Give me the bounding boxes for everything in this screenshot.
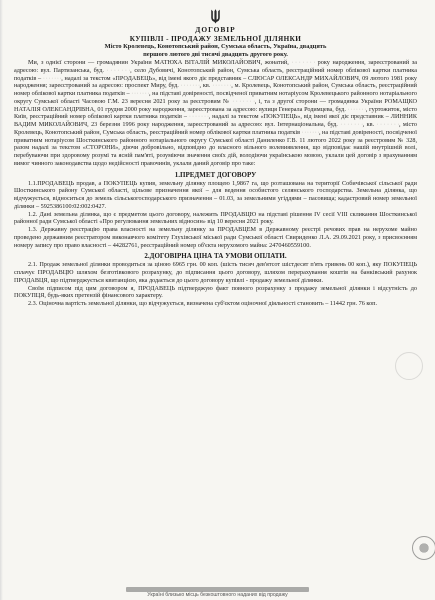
section-1-heading: 1.ПРЕДМЕТ ДОГОВОРУ [174, 170, 257, 179]
redacted-text: · · · · · · · [180, 82, 200, 90]
section-2-heading: 2.ДОГОВІРНА ЦІНА ТА УМОВИ ОПЛАТИ. [144, 252, 287, 261]
redacted-text: · · · · · · · [42, 74, 62, 82]
clause-1-1: 1.1.ПРОДАВЕЦЬ продав, а ПОКУПЕЦЬ купив, земельну ділянку площею 1,9867 га, що розташована на території Собичівської сільської ради Шосткинського району Сумської області, цільове призначення якої – для ведення особистого селянського господарства. Земельна ділянка, що відчужується, відноситься до земель сільськогосподарського призначення – 01.03, за земельними угіддями – пасовища; кадастровий номер земельної ділянки – 5925386100:02:002:0427. [14, 179, 417, 210]
redacted-text: · · · · · · · [376, 121, 399, 129]
redacted-text: · · · · · · · [188, 113, 209, 121]
redacted-text: · · · · · · · [212, 82, 232, 90]
redacted-text: · · · · · · · [131, 90, 149, 98]
clause-2-2: Своїм підписом під цим договором я, ПРОДАВЕЦЬ підтверджую факт повного розрахунку з продажу земельної ділянки і відсутність до ПОКУПЦЯ, будь-яких претензій фінансового характеру. [14, 284, 417, 300]
footer-text: Україні близько місць безкоштовного наданих від продажу [147, 592, 288, 598]
clause-2-1: 2.1. Продаж земельної ділянки проводиться за ціною 6965 грн. 00 коп. (шість тисяч дев'ятсот шістдесят п'ять гривень 00 коп.), яку ПОКУПЕЦЬ сплачує ПРОДАВЦЮ шляхом безготівкового розрахунку, до підписання цього договору, шляхом перерахування коштів на банківський рахунок ПРОДАВЦЯ, що підтверджується квитанцією, яка додається до цього договору купівлі - продажу земельної ділянки. [14, 261, 417, 284]
redacted-text: · · · · · · · [347, 105, 366, 113]
clause-1-3: 1.3. Державну реєстрацію права власності на земельну ділянку за ПРОДАВЦЕМ в Державному реєстрі речових прав на нерухоме майно проведено державним реєстратором виконавчого комітету Глухівської міської ради Сумської області Свириденко Л.А. 29.09.2021 року, з присвоєнням номеру запису про право власності – 44282761, реєстраційний номер об'єкта нерухомого майна: 2470460559100. [14, 226, 417, 249]
document-title: ДОГОВІР [195, 25, 236, 34]
redacted-text: · · · · · · · [232, 97, 255, 105]
faint-stamp [395, 352, 423, 380]
intro-paragraph: Ми, з однієї сторони — громадянин України МАТЮХА ВІТАЛІЙ МИКОЛАЙОВИЧ, жонатий, · · · · · · · року народження, зареєстрований за адресою: вул. Партизанська, буд. · · · · · · ·, село Дубовичі, Конотопський район, Сумська область, реєстраційний номер облікової картки платника податків – · · · · · · ·, надалі за текстом «ПРОДАВЕЦЬ», від імені якого діє представник – СЛЮСАР ОЛЕКСАНДР МИХАЙЛОВИЧ, 09 лютого 1981 року народження; зареєстрований за адресою: проспект Миру, буд. · · · · · · ·, кв. · · · · · · ·, м. Кролевець, Конотопський район, Сумська область, реєстраційний номер облікової картки платника податків – · · · · · · ·, на підставі довіреності, посвідченої приватним нотаріусом Кролевецького районного нотаріального округу Сумської області Часовою Г.М. 23 вересня 2021 року за реєстровим № · · · · · · ·, і, та з другої сторони — громадянка України РОМАЩКО НАТАЛІЯ ОЛЕКСАНДРІВНА, 01 грудня 2000 року народження, зареєстрована за адресою: вулиця Генерала Родимцева, буд. · · · · · · ·, гуртожиток, місто Київ, реєстраційний номер облікової картки платника податків – · · · · · · ·, надалі за текстом «ПОКУПЕЦЬ», від імені якої діє представник – ЛИННИК ВАДИМ МИКОЛАЙОВИЧ, 23 березня 1996 року народження, зареєстрований за адресою: вул. Інтернаціональна, буд. · · · · · · ·, кв. · · · · · · ·, місто Кролевець, Конотопський район, Сумська область, реєстраційний номер облікової картки платника податків · · · · · · ·, на підставі довіреності, посвідченої приватним нотаріусом Шосткинського районного нотаріального округу Сумської області Даниленко Г.В. 11 лютого 2022 року за реєстровим № 328, разом надалі за текстом «СТОРОНИ», діючи добровільно, відповідно до власного вільного волевиявлення, що відповідає нашій внутрішній волі, перебуваючи при здоровому розумі та ясній пам'яті, розуміючи значення своїх дій, володіючи українською мовою, уклали цей договір з врахуванням вимог чинного законодавства щодо недійсності правочинів, уклали даний договір про таке: [14, 59, 418, 167]
redacted-text: · · · · · · · [340, 121, 363, 129]
clause-2-3: 2.3. Оціночна вартість земельної ділянки, що відчужується, визначена суб'єктом оціночної діяльності становить – 11442 грн. 76 коп. [28, 300, 378, 308]
redacted-text: · · · · · · · [301, 128, 319, 136]
redacted-text: · · · · · · · [291, 59, 316, 67]
trident-emblem-icon [210, 8, 221, 24]
document-subtitle: КУПІВЛІ - ПРОДАЖУ ЗЕМЕЛЬНОЇ ДІЛЯНКИ [129, 34, 302, 43]
seal-stamp [412, 536, 435, 560]
clause-1-2: 1.2. Дані земельна ділянка, що є предметом цього договору, належить ПРОДАВЦЮ на підставі рішення IV сесії VIII скликання Шосткинської районної ради Сумської області «Про регулювання земельних відносин» від 10 вересня 2021 року. [14, 210, 417, 226]
scan-edge-left [0, 0, 3, 600]
place-line-2: першого лютого дві тисячі двадцять другого року. [143, 50, 288, 58]
place-line-1: Місто Кролевець, Конотопський район, Сумська область, Україна, двадцять [104, 43, 327, 50]
redacted-text: · · · · · · · [106, 66, 131, 74]
